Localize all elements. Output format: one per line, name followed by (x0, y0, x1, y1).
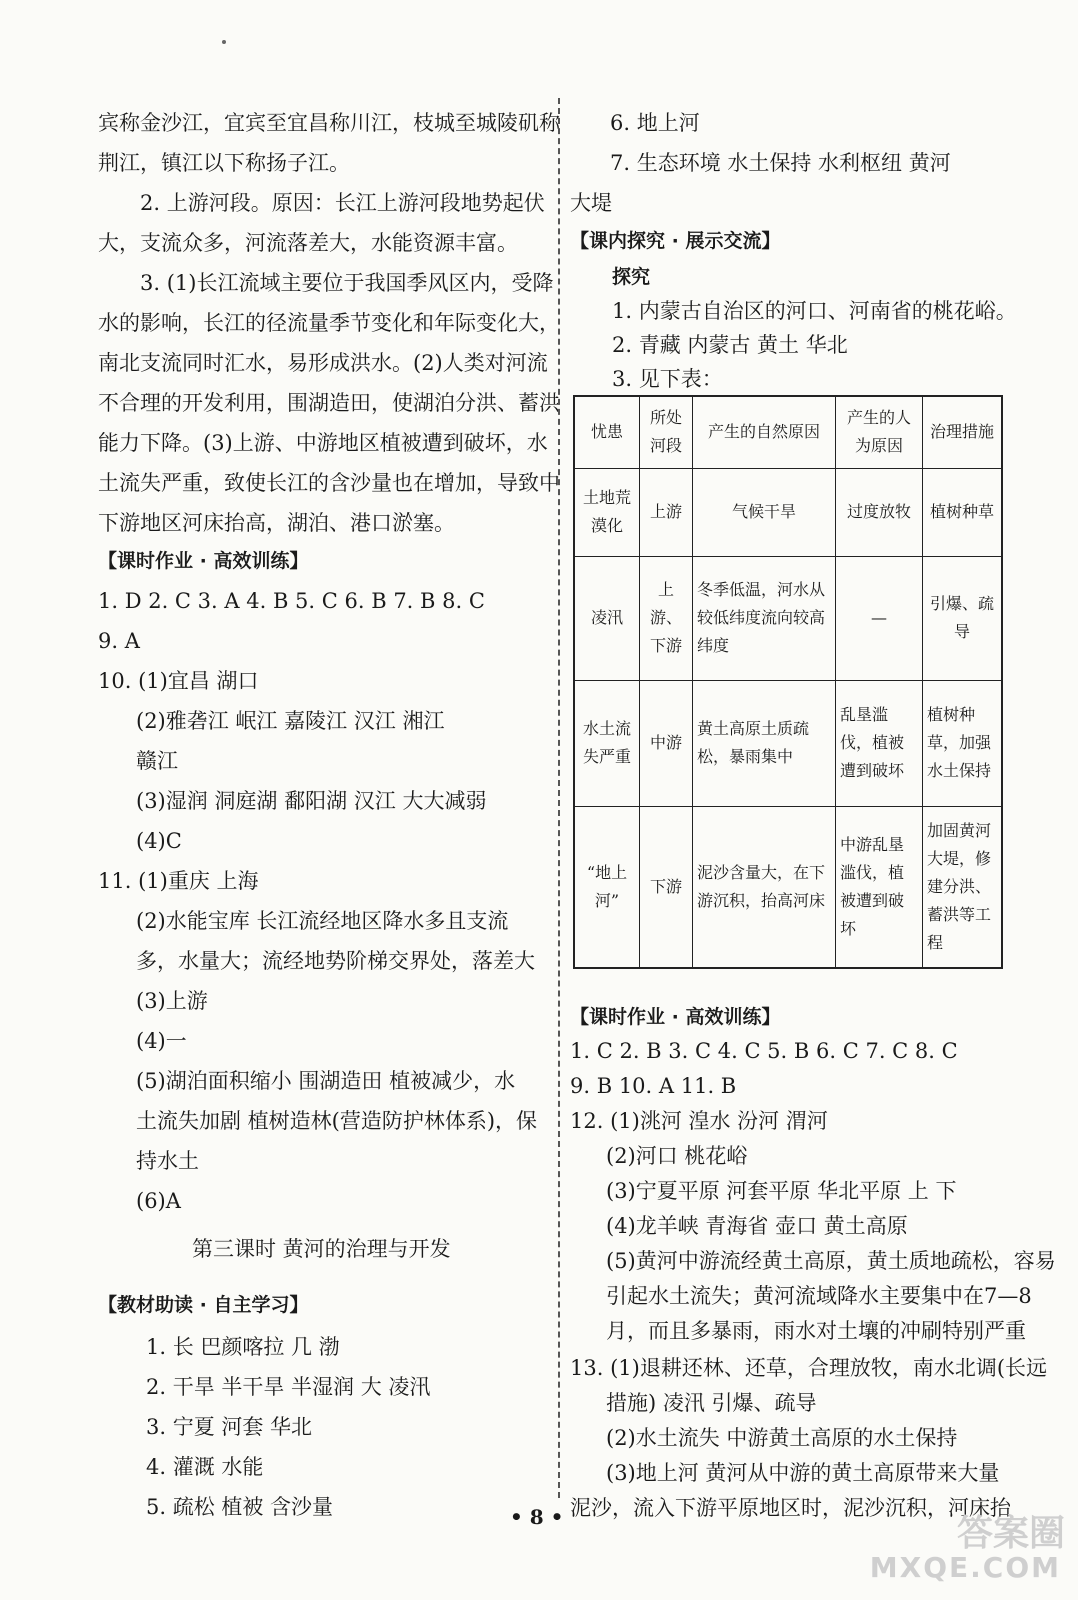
table-header-row (574, 396, 1002, 468)
table-row (574, 680, 1002, 806)
table-cell: 中游乱垦滥伐，植被遭到破坏 (836, 806, 923, 968)
answer-line: (5)黄河中游流经黄土高原，黄土质地疏松，容易 (606, 1249, 1056, 1273)
answer-line: 1. 长 巴颜喀拉 几 渤 (146, 1335, 340, 1359)
answer-line: 10. (1)宜昌 湖口 (98, 669, 259, 693)
answer-line: (4)一 (136, 1029, 187, 1053)
answer-line: 13. (1)退耕还林、还草，合理放牧，南水北调(长远 (570, 1356, 1048, 1380)
table-header: 产生的人为原因 (836, 396, 923, 468)
answer-line: 3. 宁夏 河套 华北 (146, 1415, 313, 1439)
answer-line: 土流失加剧 植树造林(营造防护林体系)，保 (136, 1109, 538, 1133)
table-header: 治理措施 (923, 396, 1003, 468)
answer-line: (5)湖泊面积缩小 围湖造田 植被减少，水 (136, 1069, 516, 1093)
answer-line: (3)地上河 黄河从中游的黄土高原带来大量 (606, 1461, 1000, 1485)
table-cell: 上游 (640, 468, 693, 556)
text-line: 7. 生态环境 水土保持 水利枢纽 黄河 (610, 151, 951, 175)
text-line: 能力下降。(3)上游、中游地区植被遭到破坏，水 (98, 431, 548, 455)
watermark-logo (869, 1505, 1065, 1595)
table-cell: 植树种草，加强水土保持 (923, 680, 1003, 806)
text-line: 2. 上游河段。原因：长江上游河段地势起伏 (140, 191, 545, 215)
answer-line: 引起水土流失；黄河流域降水主要集中在7—8 (606, 1284, 1032, 1308)
table-header: 产生的自然原因 (693, 396, 836, 468)
lesson-title: 第三课时 黄河的治理与开发 (192, 1237, 451, 1261)
text-line: 大堤 (570, 191, 612, 215)
table-cell: 下游 (640, 806, 693, 968)
answer-line: (2)水土流失 中游黄土高原的水土保持 (606, 1426, 958, 1450)
table-header: 所处河段 (640, 396, 693, 468)
answer-line: 赣江 (136, 749, 178, 773)
text-line: 3. (1)长江流域主要位于我国季风区内，受降 (140, 271, 554, 295)
answer-line: 5. 疏松 植被 含沙量 (146, 1495, 334, 1519)
text-line: 水的影响，长江的径流量季节变化和年际变化大， (98, 311, 560, 335)
table-row (574, 468, 1002, 556)
answer-line: (6)A (136, 1189, 181, 1213)
answer-line: 11. (1)重庆 上海 (98, 869, 259, 893)
text-line: 1. 内蒙古自治区的河口、河南省的桃花峪。 (612, 299, 1017, 323)
page-number: • 8 • (510, 1505, 564, 1529)
text-line: 3. 见下表： (612, 367, 723, 391)
answer-line: (3)宁夏平原 河套平原 华北平原 上 下 (606, 1179, 957, 1203)
subsection-heading: 探究 (612, 266, 651, 288)
answer-line: (3)上游 (136, 989, 208, 1013)
table-cell: 植树种草 (923, 468, 1003, 556)
answer-line: 多，水量大；流经地势阶梯交界处，落差大 (136, 949, 535, 973)
table-cell: 乱垦滥伐，植被遭到破坏 (836, 680, 923, 806)
column-divider (558, 98, 560, 1498)
answer-line: 9. B 10. A 11. B (570, 1074, 737, 1098)
answer-line: 月，而且多暴雨，雨水对土壤的冲刷特别严重 (606, 1319, 1026, 1343)
answer-line: 泥沙，流入下游平原地区时，泥沙沉积，河床抬 (570, 1496, 1011, 1520)
table-cell: — (836, 556, 923, 680)
answer-line: (2)水能宝库 长江流经地区降水多且支流 (136, 909, 509, 933)
text-line: 大，支流众多，河流落差大，水能资源丰富。 (98, 231, 518, 255)
answer-line: 2. 干旱 半干旱 半湿润 大 凌汛 (146, 1375, 431, 1399)
table-row (574, 556, 1002, 680)
table-cell: 气候干旱 (693, 468, 836, 556)
answer-line: 9. A (98, 629, 140, 653)
text-line: 宾称金沙江，宜宾至宜昌称川江，枝城至城陵矶称 (98, 111, 560, 135)
scan-speck (222, 40, 226, 44)
table-cell: 泥沙含量大，在下游沉积，抬高河床 (693, 806, 836, 968)
table-cell: 中游 (640, 680, 693, 806)
table-cell: 凌汛 (574, 556, 640, 680)
section-heading: 【课时作业 · 高效训练】 (98, 550, 309, 572)
answer-line: (2)河口 桃花峪 (606, 1144, 748, 1168)
answer-line: (2)雅砻江 岷江 嘉陵江 汉江 湘江 (136, 709, 445, 733)
answer-line: (3)湿润 洞庭湖 鄱阳湖 汉江 大大减弱 (136, 789, 487, 813)
text-line: 2. 青藏 内蒙古 黄土 华北 (612, 333, 848, 357)
answer-line: 1. D 2. C 3. A 4. B 5. C 6. B 7. B 8. C (98, 589, 485, 613)
text-line: 荆江，镇江以下称扬子江。 (98, 151, 350, 175)
text-line: 土流失严重，致使长江的含沙量也在增加，导致中 (98, 471, 560, 495)
section-heading: 【教材助读 · 自主学习】 (98, 1294, 309, 1316)
table-cell: 加固黄河大堤，修建分洪、蓄洪等工程 (923, 806, 1003, 968)
answer-line: 12. (1)洮河 湟水 汾河 渭河 (570, 1109, 828, 1133)
section-heading: 【课内探究 · 展示交流】 (570, 230, 781, 252)
watermark-logo-bottom: MXQE.COM (869, 1551, 1061, 1584)
table-cell: 上游、下游 (640, 556, 693, 680)
answer-line: 持水土 (136, 1149, 199, 1173)
text-line: 南北支流同时汇水，易形成洪水。(2)人类对河流 (98, 351, 548, 375)
text-line: 不合理的开发利用，围湖造田，使湖泊分洪、蓄洪 (98, 391, 560, 415)
table-cell: 黄土高原土质疏松，暴雨集中 (693, 680, 836, 806)
answer-line: (4)C (136, 829, 182, 853)
yellow-river-table (573, 395, 1003, 969)
table-row (574, 806, 1002, 968)
table-header: 忧患 (574, 396, 640, 468)
table-cell: 水土流失严重 (574, 680, 640, 806)
table-cell: 冬季低温，河水从较低纬度流向较高纬度 (693, 556, 836, 680)
table-cell: 引爆、疏导 (923, 556, 1003, 680)
answer-line: 1. C 2. B 3. C 4. C 5. B 6. C 7. C 8. C (570, 1039, 958, 1063)
answer-line: (4)龙羊峡 青海省 壶口 黄土高原 (606, 1214, 908, 1238)
table-cell: 土地荒漠化 (574, 468, 640, 556)
watermark-logo-top: 答案圈 (956, 1513, 1065, 1554)
table-cell: “地上河” (574, 806, 640, 968)
text-line: 下游地区河床抬高，湖泊、港口淤塞。 (98, 511, 455, 535)
answer-line: 措施) 凌汛 引爆、疏导 (606, 1391, 817, 1415)
table-cell: 过度放牧 (836, 468, 923, 556)
text-line: 6. 地上河 (610, 111, 700, 135)
answer-line: 4. 灌溉 水能 (146, 1455, 264, 1479)
section-heading: 【课时作业 · 高效训练】 (570, 1006, 781, 1028)
